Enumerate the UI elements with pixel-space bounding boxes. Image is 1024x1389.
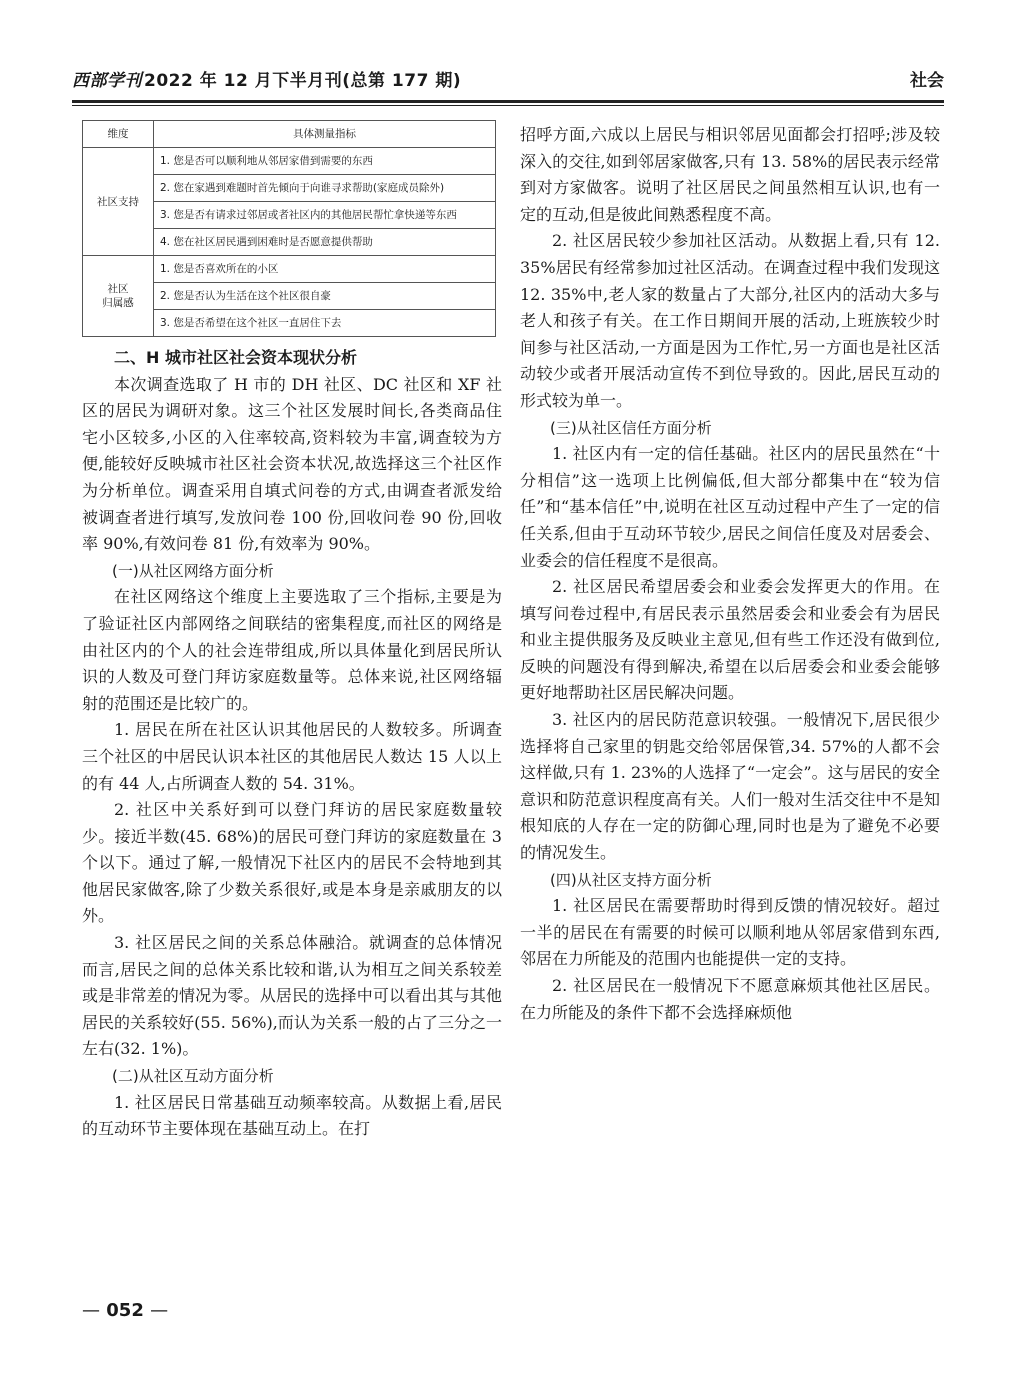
subsection-heading: (四)从社区支持方面分析 (550, 870, 712, 889)
footer-dash: — (82, 1300, 100, 1321)
footer-dash: — (150, 1300, 169, 1321)
subsection-heading: (三)从社区信任方面分析 (550, 418, 712, 437)
left-column (82, 120, 502, 1143)
subsection-heading: (一)从社区网络方面分析 (112, 561, 274, 580)
right-column (520, 122, 940, 1026)
dimension-cell (83, 256, 154, 337)
subsection-heading: (二)从社区互动方面分析 (112, 1067, 274, 1086)
indicator-cell: 3. 您是否希望在这个社区一直居住下去 (154, 310, 496, 337)
paragraph: 2. 社区中关系好到可以登门拜访的居民家庭数量较少。接近半数(45. 68%)的居民可登门拜访的家庭数量在 3 个以下。通过了解,一般情况下社区内的居民不会特地到其他居民家做客,除了少数关系很好,或是本身是亲戚朋友的以外。 (82, 800, 502, 926)
journal-issue-line (72, 66, 461, 91)
paragraph: 1. 社区内有一定的信任基础。社区内的居民虽然在“十分相信”这一选项上比例偏低,但大部分都集中在“较为信任”和“基本信任”中,说明在社区互动过程中产生了一定的信任关系,但由于互动环节较少,居民之间信任度及对居委会、业委会的信任程度不是很高。 (520, 444, 940, 570)
indicator-cell: 2. 您在家遇到难题时首先倾向于向谁寻求帮助(家庭成员除外) (154, 175, 496, 202)
paragraph: 2. 社区居民较少参加社区活动。从数据上看,只有 12. 35%居民有经常参加过社区活动。在调查过程中我们发现这 12. 35%中,老人家的数量占了大部分,社区内的活动大多与老人和孩子有关。在工作日期间开展的活动,上班族较少时间参与社区活动,一方面是因为工作忙,另一方面也是社区活动较少或者开展活动宣传不到位导致的。因此,居民互动的形式较为单一。 (520, 231, 940, 410)
indicator-cell: 4. 您在社区居民遇到困难时是否愿意提供帮助 (154, 229, 496, 256)
measurement-table (82, 120, 496, 337)
table-header-indicators: 具体测量指标 (154, 121, 496, 148)
paragraph: 3. 社区居民之间的关系总体融洽。就调查的总体情况而言,居民之间的总体关系比较和谐,认为相互之间关系较差或是非常差的情况为零。从居民的选择中可以看出其与其他居民的关系较好(55. 56%),而认为关系一般的占了三分之一左右(32. 1%)。 (82, 933, 502, 1059)
page-footer (82, 1300, 168, 1321)
paragraph: 1. 居民在所在社区认识其他居民的人数较多。所调查三个社区的中居民认识本社区的其他居民人数达 15 人以上的有 44 人,占所调查人数的 54. 31%。 (82, 720, 502, 793)
paragraph: 本次调查选取了 H 市的 DH 社区、DC 社区和 XF 社区的居民为调研对象。这三个社区发展时间长,各类商品住宅小区较多,小区的入住率较高,资料较为丰富,调查较为方便,能较好反映城市社区社会资本状况,故选择这三个社区作为分析单位。调查采用自填式问卷的方式,由调查者派发给被调查者进行填写,发放问卷 100 份,回收问卷 90 份,回收率 90%,有效问卷 81 份,有效率为 90%。 (82, 374, 502, 554)
paragraph: 招呼方面,六成以上居民与相识邻居见面都会打招呼;涉及较深入的交往,如到邻居家做客,只有 13. 58%的居民表示经常到对方家做客。说明了社区居民之间虽然相互认识,也有一定的互动,但是彼此间熟悉程度不高。 (520, 125, 940, 224)
section-name: 社会 (910, 71, 944, 91)
paragraph: 2. 社区居民希望居委会和业委会发挥更大的作用。在填写问卷过程中,有居民表示虽然居委会和业委会有为居民和业主提供服务及反映业主意见,但有些工作还没有做到位,反映的问题没有得到解决,希望在以后居委会和业委会能够更好地帮助社区居民解决问题。 (520, 577, 940, 703)
dimension-line: 社区 (107, 283, 129, 295)
paragraph: 3. 社区内的居民防范意识较强。一般情况下,居民很少选择将自己家里的钥匙交给邻居保管,34. 57%的人都不会这样做,只有 1. 23%的人选择了“一定会”。这与居民的安全意识和防范意识程度高有关。人们一般对生活交往中不是知根知底的人存在一定的防御心理,同时也是为了避免不必要的情况发生。 (520, 710, 940, 863)
issue-info: 2022 年 12 月下半月刊(总第 177 期) (144, 71, 462, 91)
section-heading: 二、H 城市社区社会资本现状分析 (114, 348, 357, 367)
page-header (72, 66, 944, 100)
paragraph: 在社区网络这个维度上主要选取了三个指标,主要是为了验证社区内部网络之间联结的密集程度,而社区的网络是由社区内的个人的社会连带组成,所以具体量化到居民所认识的人数及可登门拜访家庭数量等。总体来说,社区网络辐射的范围还是比较广的。 (82, 587, 502, 713)
journal-logo: 西部学刊 (72, 71, 142, 91)
header-rule-thin (72, 105, 944, 106)
table-row (83, 148, 496, 175)
indicator-cell: 3. 您是否有请求过邻居或者社区内的其他居民帮忙拿快递等东西 (154, 202, 496, 229)
table-header-dimension: 维度 (83, 121, 154, 148)
indicator-cell: 1. 您是否喜欢所在的小区 (154, 256, 496, 283)
dimension-line: 归属感 (102, 297, 134, 309)
table-header-row (83, 121, 496, 148)
dimension-cell: 社区支持 (83, 148, 154, 256)
paragraph: 1. 社区居民在需要帮助时得到反馈的情况较好。超过一半的居民在有需要的时候可以顺利地从邻居家借到东西,邻居在力所能及的范围内也能提供一定的支持。 (520, 896, 940, 969)
header-rule (72, 100, 944, 103)
indicator-cell: 2. 您是否认为生活在这个社区很自豪 (154, 283, 496, 310)
paragraph: 2. 社区居民在一般情况下不愿意麻烦其他社区居民。在力所能及的条件下都不会选择麻烦他 (520, 976, 940, 1022)
indicator-cell: 1. 您是否可以顺利地从邻居家借到需要的东西 (154, 148, 496, 175)
table-row (83, 256, 496, 283)
page-number: 052 (106, 1300, 144, 1321)
paragraph: 1. 社区居民日常基础互动频率较高。从数据上看,居民的互动环节主要体现在基础互动上。在打 (82, 1092, 502, 1139)
